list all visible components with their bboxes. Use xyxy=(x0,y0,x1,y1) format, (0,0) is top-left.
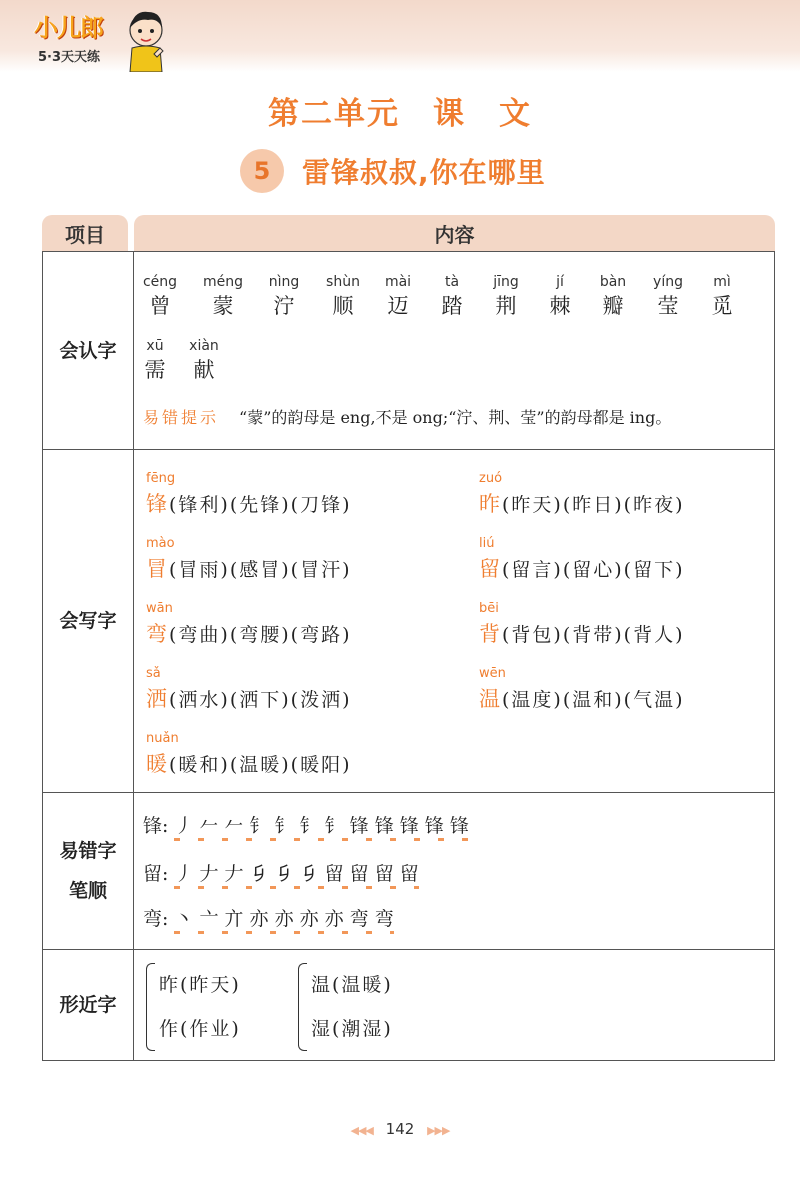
char-item: céng 曾 xyxy=(142,274,178,318)
char-item: bàn 瓣 xyxy=(599,274,627,318)
row-label-similar: 形近字 xyxy=(59,993,117,1016)
char-item: jīng 荆 xyxy=(493,274,519,318)
stroke-order-row: 弯: 丶 亠 亣 亦 亦 亦 亦 弯 弯 xyxy=(143,900,394,934)
error-tip-text: “蒙”的韵母是 eng,不是 ong;“泞、荆、莹”的韵母都是 ing。 xyxy=(239,408,672,427)
row-label-stroke-line1: 易错字 xyxy=(59,839,117,862)
unit-title: 第二单元 课 文 xyxy=(268,96,532,132)
row-label-write: 会写字 xyxy=(59,609,117,632)
char-item: jí 棘 xyxy=(549,274,571,318)
next-arrows-icon: ▶▶▶ xyxy=(427,1124,450,1137)
row-label-stroke-line2: 笔顺 xyxy=(68,879,107,902)
char-item: mì 觅 xyxy=(711,274,733,318)
similar-char-group: 昨(昨天) 作(作业) xyxy=(146,963,241,1051)
write-word-group: wēn 温(温度)(温和)(气温) xyxy=(479,666,685,711)
write-word-group: sǎ 洒(洒水)(洒下)(泼洒) xyxy=(146,666,352,711)
lesson-heading xyxy=(240,148,546,194)
row-divider xyxy=(43,792,774,793)
vocabulary-table xyxy=(42,251,775,1061)
logo-subtitle: 5·3天天练 xyxy=(38,50,101,65)
char-item: méng 蒙 xyxy=(202,274,243,318)
char-item: yíng 莹 xyxy=(653,274,683,318)
page-number: 142 xyxy=(385,1120,415,1138)
prev-arrows-icon: ◀◀◀ xyxy=(350,1124,373,1137)
stroke-order-row: 留: 丿 𠂇 𠂇 𠂎 𠂎 𠂎 留 留 留 留 xyxy=(143,855,419,889)
lesson-number-badge: 5 xyxy=(240,149,284,193)
stroke-order-row: 锋: 丿 𠂉 𠂉 钅 钅 钅 钅 锋 锋 锋 锋 锋 xyxy=(143,807,469,841)
brace-icon xyxy=(298,963,307,1051)
column-divider xyxy=(133,252,134,1060)
column-header-item: 项目 xyxy=(42,215,128,251)
char-item: xiàn 献 xyxy=(189,338,219,382)
brace-icon xyxy=(146,963,155,1051)
write-word-group: bēi 背(背包)(背带)(背人) xyxy=(479,601,685,646)
lesson-title: 雷锋叔叔,你在哪里 xyxy=(302,156,546,189)
char-item: nìng 泞 xyxy=(268,274,300,318)
char-item: xū 需 xyxy=(144,338,166,382)
char-item: shùn 顺 xyxy=(326,274,360,318)
mascot-icon xyxy=(124,10,168,72)
char-item: mài 迈 xyxy=(384,274,412,318)
write-word-group: zuó 昨(昨天)(昨日)(昨夜) xyxy=(479,471,685,516)
column-header-content: 内容 xyxy=(134,215,775,251)
page-footer xyxy=(0,1120,800,1138)
char-item: tà 踏 xyxy=(441,274,463,318)
write-word-group: nuǎn 暖(暖和)(温暖)(暖阳) xyxy=(146,731,352,776)
row-label-stroke xyxy=(43,792,133,949)
stroke-sequence: 丶 亠 亣 亦 亦 亦 亦 弯 弯 xyxy=(174,904,393,931)
table-header xyxy=(42,215,775,251)
brand-logo xyxy=(8,6,168,72)
write-word-group: liú 留(留言)(留心)(留下) xyxy=(479,536,685,581)
write-word-group: wān 弯(弯曲)(弯腰)(弯路) xyxy=(146,601,352,646)
row-divider xyxy=(43,449,774,450)
write-word-group: fēng 锋(锋利)(先锋)(刀锋) xyxy=(146,471,352,516)
logo-title: 小儿郎 xyxy=(34,14,103,42)
stroke-sequence: 丿 𠂉 𠂉 钅 钅 钅 钅 锋 锋 锋 锋 锋 xyxy=(174,811,468,838)
row-divider xyxy=(43,949,774,950)
error-tip-label: 易错提示 xyxy=(143,408,220,427)
similar-char-group: 温(温暖) 湿(潮湿) xyxy=(298,963,393,1051)
write-word-group: mào 冒(冒雨)(感冒)(冒汗) xyxy=(146,536,352,581)
stroke-sequence: 丿 𠂇 𠂇 𠂎 𠂎 𠂎 留 留 留 留 xyxy=(174,859,418,886)
error-tip xyxy=(143,405,773,428)
row-label-recognize: 会认字 xyxy=(59,339,117,362)
